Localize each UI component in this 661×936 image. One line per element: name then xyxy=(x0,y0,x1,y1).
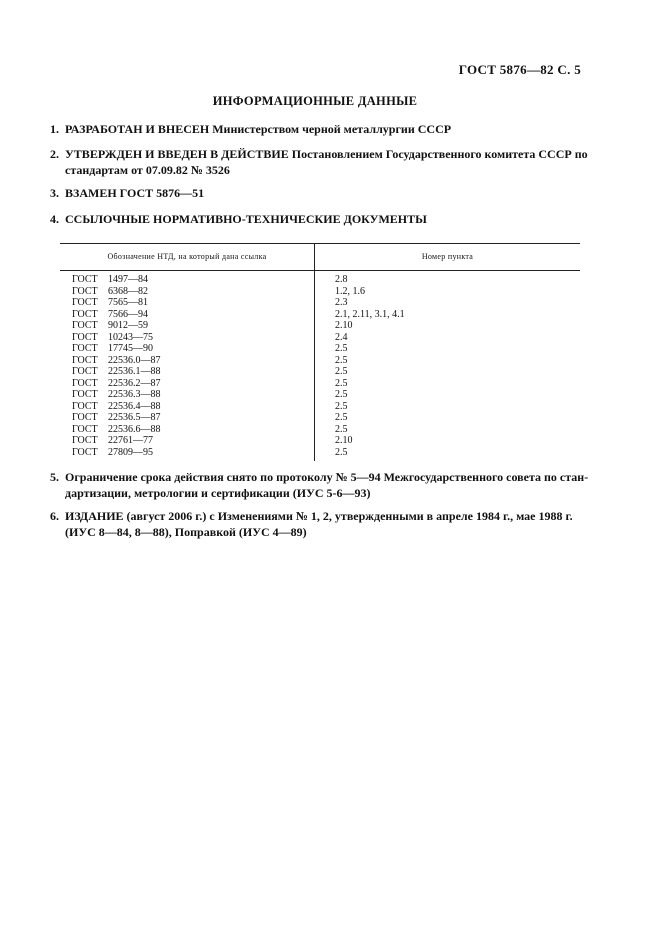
table-row-document xyxy=(60,366,314,378)
document-prefix: ГОСТ xyxy=(72,377,98,389)
item-lead: Ограничение срока действия снято по протоколу № 5—94 Межгосударственного совета по стан- xyxy=(65,470,589,484)
table-header xyxy=(60,243,580,271)
table-row-clause: 2.8 xyxy=(335,274,348,285)
document-prefix: ГОСТ xyxy=(72,400,98,412)
table-row-document xyxy=(60,297,314,309)
item-number: 2. xyxy=(50,147,59,161)
document-number: 22536.5—87 xyxy=(108,412,161,423)
document-prefix: ГОСТ xyxy=(72,389,98,400)
document-number: 17745—90 xyxy=(108,343,153,354)
table-row-clause: 2.10 xyxy=(335,435,353,446)
document-prefix: ГОСТ xyxy=(72,308,98,320)
document-prefix: ГОСТ xyxy=(72,320,98,331)
table-row-document xyxy=(60,424,314,436)
table-row-document xyxy=(60,389,314,401)
document-number: 10243—75 xyxy=(108,331,153,343)
document-prefix: ГОСТ xyxy=(72,366,98,377)
document-prefix: ГОСТ xyxy=(72,343,98,354)
table-row-clause: 2.5 xyxy=(335,377,348,389)
item-text: Министерством черной металлургии СССР xyxy=(209,122,452,136)
table-row-document xyxy=(60,320,314,332)
table-row-document xyxy=(60,378,314,390)
item-continuation: (ИУС 8—84, 8—88), Поправкой (ИУС 4—89) xyxy=(65,525,307,539)
item-lead: УТВЕРЖДЕН И ВВЕДЕН В ДЕЙСТВИЕ xyxy=(65,147,289,161)
info-item-4 xyxy=(50,211,590,227)
table-row-clause: 1.2, 1.6 xyxy=(335,285,365,297)
item-number: 1. xyxy=(50,122,59,136)
document-number: 7566—94 xyxy=(108,308,148,320)
document-number: 1497—84 xyxy=(108,274,148,285)
table-row-document xyxy=(60,412,314,424)
table-row-document xyxy=(60,274,314,286)
info-item-5 xyxy=(50,469,590,501)
item-continuation: стандартам от 07.09.82 № 3526 xyxy=(65,163,230,177)
table-row-document xyxy=(60,286,314,298)
info-item-6 xyxy=(50,508,590,540)
info-item-1 xyxy=(50,121,590,137)
item-lead: РАЗРАБОТАН И ВНЕСЕН xyxy=(65,122,210,136)
info-item-2 xyxy=(50,146,590,178)
table-row-document xyxy=(60,401,314,413)
document-prefix: ГОСТ xyxy=(72,331,98,343)
item-number: 6. xyxy=(50,509,59,523)
table-row-clause: 2.10 xyxy=(335,320,353,331)
document-number: 22536.0—87 xyxy=(108,354,161,366)
table-row-clause: 2.1, 2.11, 3.1, 4.1 xyxy=(335,308,405,320)
table-body xyxy=(60,271,580,461)
document-number: 6368—82 xyxy=(108,285,148,297)
document-number: 7565—81 xyxy=(108,297,148,308)
item-lead: ИЗДАНИЕ (август 2006 г.) с Изменениями № 1, 2, утвержденными в апреле 1984 г., мае 1988 г. xyxy=(65,509,573,523)
document-number: 22536.2—87 xyxy=(108,377,161,389)
item-text: Постановлением Государственного комитета СССР по xyxy=(288,147,588,161)
table-row-clause: 2.3 xyxy=(335,297,348,308)
document-number: 22536.6—88 xyxy=(108,423,161,435)
table-row-document xyxy=(60,309,314,321)
document-prefix: ГОСТ xyxy=(72,423,98,435)
table-row-document xyxy=(60,435,314,447)
page-title: ИНФОРМАЦИОННЫЕ ДАННЫЕ xyxy=(212,94,418,108)
column-header-clause: Номер пункта xyxy=(421,252,474,262)
table-row-clause: 2.5 xyxy=(335,366,348,377)
item-number: 3. xyxy=(50,186,59,200)
item-lead: ВЗАМЕН ГОСТ 5876—51 xyxy=(65,186,205,200)
document-prefix: ГОСТ xyxy=(72,285,98,297)
table-row-clause: 2.5 xyxy=(335,343,348,354)
document-number: 22536.4—88 xyxy=(108,400,161,412)
document-prefix: ГОСТ xyxy=(72,412,98,423)
table-row-clause: 2.5 xyxy=(335,389,348,400)
document-number: 9012—59 xyxy=(108,320,148,331)
table-row-document xyxy=(60,355,314,367)
document-number: 22536.1—88 xyxy=(108,366,161,377)
document-number: 22761—77 xyxy=(108,435,153,446)
document-prefix: ГОСТ xyxy=(72,274,98,285)
table-row-clause: 2.4 xyxy=(335,331,348,343)
clause-column xyxy=(315,271,580,461)
table-row-clause: 2.5 xyxy=(335,354,348,366)
table-row-clause: 2.5 xyxy=(335,400,348,412)
document-prefix: ГОСТ xyxy=(72,435,98,446)
document-prefix: ГОСТ xyxy=(72,354,98,366)
column-header-document: Обозначение НТД, на который дана ссылка xyxy=(60,244,315,270)
item-continuation: дартизации, метрологии и сертификации (ИУС 5-6—93) xyxy=(65,486,371,500)
document-prefix: ГОСТ xyxy=(72,446,98,458)
table-row-clause: 2.5 xyxy=(335,446,348,458)
page-header: ГОСТ 5876—82 С. 5 xyxy=(458,62,581,77)
table-row-document xyxy=(60,343,314,355)
item-number: 5. xyxy=(50,470,59,484)
info-item-3 xyxy=(50,185,590,201)
references-table xyxy=(60,243,580,461)
table-row-document xyxy=(60,332,314,344)
table-row-clause: 2.5 xyxy=(335,412,348,423)
document-column xyxy=(60,271,315,461)
document-prefix: ГОСТ xyxy=(72,297,98,308)
document-number: 27809—95 xyxy=(108,446,153,458)
item-lead: ССЫЛОЧНЫЕ НОРМАТИВНО-ТЕХНИЧЕСКИЕ ДОКУМЕНТЫ xyxy=(65,212,427,226)
document-number: 22536.3—88 xyxy=(108,389,161,400)
table-row-document xyxy=(60,447,314,459)
table-row-clause: 2.5 xyxy=(335,423,348,435)
item-number: 4. xyxy=(50,212,59,226)
